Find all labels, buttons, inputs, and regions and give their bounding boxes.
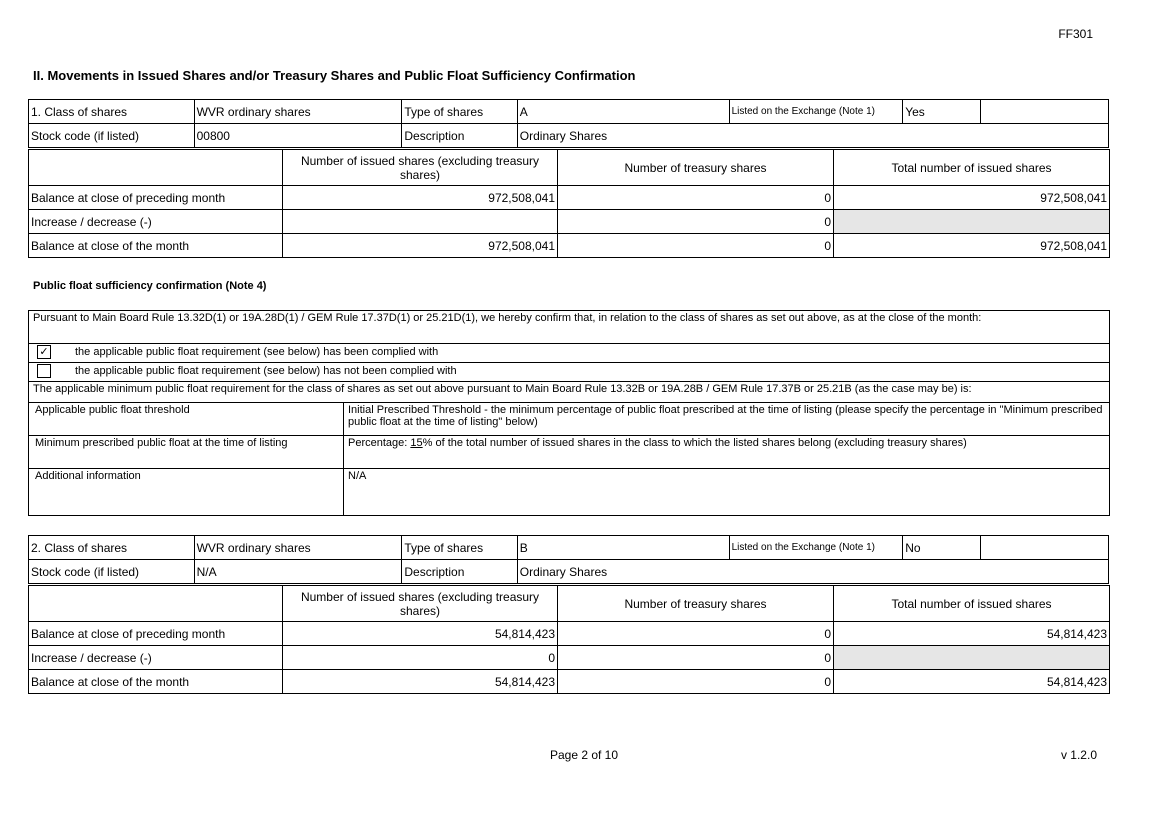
preceding-total: 54,814,423 (834, 622, 1110, 646)
type-value: B (517, 536, 729, 560)
change-issued (283, 210, 558, 234)
col-treasury-header: Number of treasury shares (558, 586, 834, 622)
preceding-total: 972,508,041 (834, 186, 1110, 210)
close-issued: 54,814,423 (283, 670, 558, 694)
listed-value: No (903, 536, 981, 560)
preceding-issued: 54,814,423 (283, 622, 558, 646)
preceding-issued: 972,508,041 (283, 186, 558, 210)
page-number: Page 2 of 10 (549, 748, 619, 762)
description-label: Description (402, 560, 517, 584)
pf-option-not-complied-row (29, 363, 1110, 382)
change-total-shaded (834, 210, 1110, 234)
close-total: 54,814,423 (834, 670, 1110, 694)
preceding-treasury: 0 (558, 622, 834, 646)
row-preceding-label: Balance at close of preceding month (29, 186, 283, 210)
blank-cell (981, 536, 1109, 560)
additional-value: N/A (344, 469, 1110, 516)
class1-info-table (28, 99, 1109, 148)
minimum-label: Minimum prescribed public float at the time of listing (29, 436, 344, 469)
minimum-prefix: Percentage: (348, 437, 411, 449)
threshold-value: Initial Prescribed Threshold - the minimum percentage of public float prescribed at the time of listing (please specify the percentage in "Minimum prescribed public float at the time of listing" below) (344, 403, 1110, 436)
close-treasury: 0 (558, 234, 834, 258)
description-label: Description (402, 124, 517, 148)
col-issued-header: Number of issued shares (excluding treasury shares) (283, 150, 558, 186)
class2-info-table (28, 535, 1109, 584)
class2-balance-table (28, 585, 1110, 694)
option-complied-label: the applicable public float requirement (see below) has been complied with (75, 345, 439, 358)
form-code: FF301 (1058, 27, 1093, 41)
description-value: Ordinary Shares (517, 560, 1108, 584)
pf-option-complied-row (29, 344, 1110, 363)
class-label: 2. Class of shares (29, 536, 195, 560)
col-treasury-header: Number of treasury shares (558, 150, 834, 186)
class-value: WVR ordinary shares (194, 100, 402, 124)
pf-requirement: The applicable minimum public float requirement for the class of shares as set out above pursuant to Main Board Rule 13.32B or 19A.28B / GEM Rule 17.37B or 25.21B (as the case may be) is: (29, 382, 1110, 403)
close-total: 972,508,041 (834, 234, 1110, 258)
minimum-percent: 15 (410, 437, 423, 449)
threshold-label: Applicable public float threshold (29, 403, 344, 436)
public-float-title: Public float sufficiency confirmation (Note 4) (33, 280, 267, 292)
listed-value: Yes (903, 100, 981, 124)
preceding-treasury: 0 (558, 186, 834, 210)
close-issued: 972,508,041 (283, 234, 558, 258)
stock-code-value: N/A (194, 560, 402, 584)
stock-code-value: 00800 (194, 124, 402, 148)
class-label: 1. Class of shares (29, 100, 195, 124)
option-not-complied-label: the applicable public float requirement (see below) has not been complied with (75, 364, 457, 377)
checkbox-complied[interactable]: ✓ (37, 345, 51, 359)
row-close-label: Balance at close of the month (29, 234, 283, 258)
checkbox-not-complied[interactable] (37, 364, 51, 378)
class-value: WVR ordinary shares (194, 536, 402, 560)
type-label: Type of shares (402, 536, 517, 560)
section-title: II. Movements in Issued Shares and/or Treasury Shares and Public Float Sufficiency Confirmation (33, 68, 636, 83)
row-change-label: Increase / decrease (-) (29, 210, 283, 234)
header-blank (29, 586, 283, 622)
change-treasury: 0 (558, 210, 834, 234)
listed-label: Listed on the Exchange (Note 1) (729, 536, 903, 560)
close-treasury: 0 (558, 670, 834, 694)
change-treasury: 0 (558, 646, 834, 670)
listed-label: Listed on the Exchange (Note 1) (729, 100, 903, 124)
description-value: Ordinary Shares (517, 124, 1108, 148)
change-issued: 0 (283, 646, 558, 670)
row-preceding-label: Balance at close of preceding month (29, 622, 283, 646)
row-close-label: Balance at close of the month (29, 670, 283, 694)
blank-cell (981, 100, 1109, 124)
type-value: A (517, 100, 729, 124)
public-float-table (28, 310, 1110, 516)
row-change-label: Increase / decrease (-) (29, 646, 283, 670)
pf-intro: Pursuant to Main Board Rule 13.32D(1) or 19A.28D(1) / GEM Rule 17.37D(1) or 25.21D(1), we hereby confirm that, in relation to the class of shares as set out above, as at the close of the month: (29, 311, 1110, 344)
col-total-header: Total number of issued shares (834, 586, 1110, 622)
stock-code-label: Stock code (if listed) (29, 560, 195, 584)
version-label: v 1.2.0 (1060, 748, 1097, 762)
class1-balance-table (28, 149, 1110, 258)
type-label: Type of shares (402, 100, 517, 124)
stock-code-label: Stock code (if listed) (29, 124, 195, 148)
minimum-suffix: % of the total number of issued shares in the class to which the listed shares belong (excluding treasury shares) (422, 437, 967, 449)
change-total-shaded (834, 646, 1110, 670)
additional-label: Additional information (29, 469, 344, 516)
minimum-value (344, 436, 1110, 469)
header-blank (29, 150, 283, 186)
col-total-header: Total number of issued shares (834, 150, 1110, 186)
col-issued-header: Number of issued shares (excluding treasury shares) (283, 586, 558, 622)
